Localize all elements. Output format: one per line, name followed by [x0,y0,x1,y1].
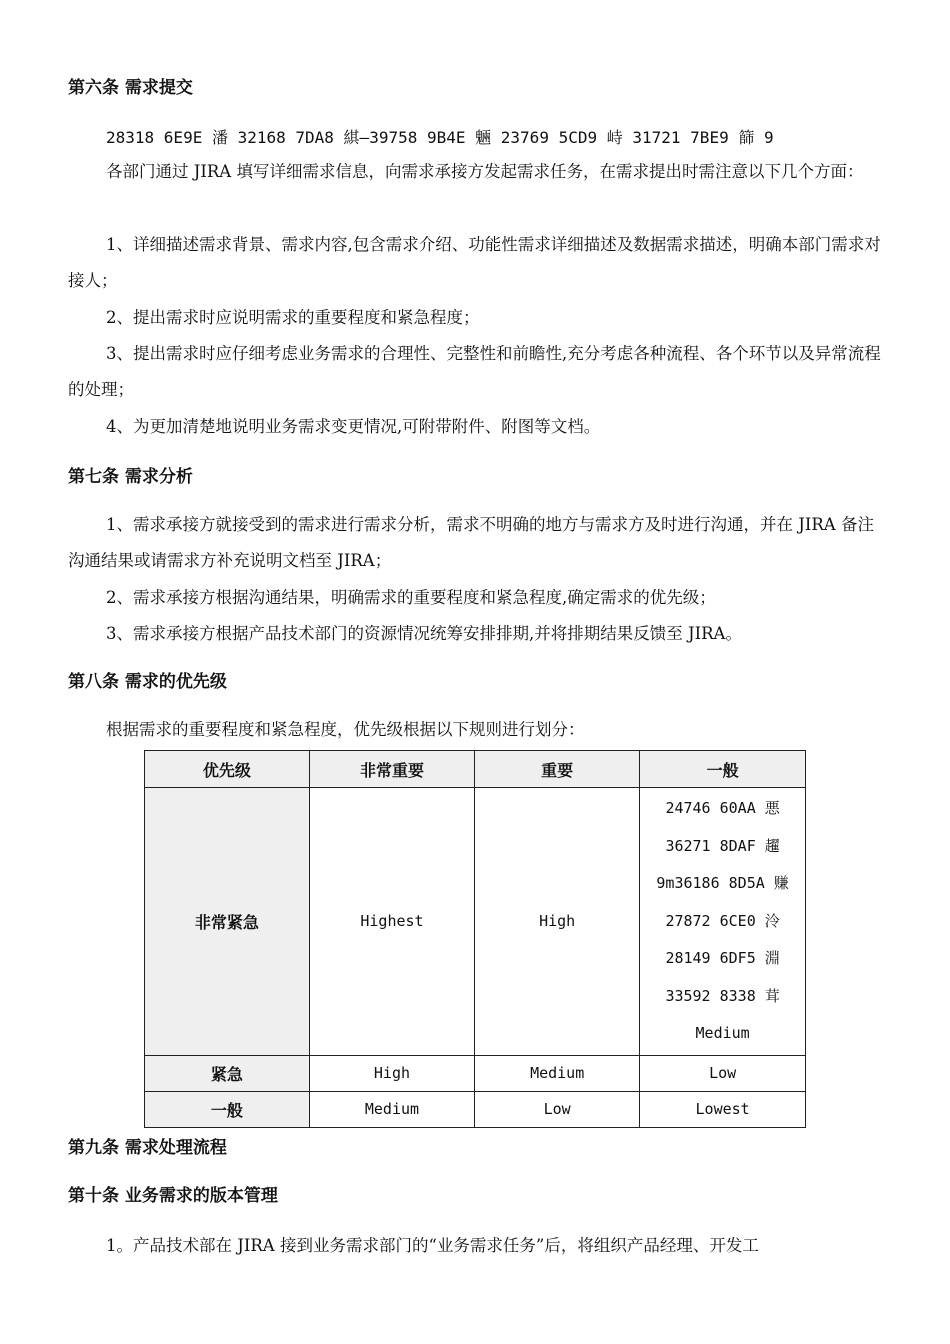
cell-line: 27872 6CE0 泠 [665,911,780,930]
section-6-heading: 第六条 需求提交 [68,78,193,98]
table-cell: High [309,1055,474,1091]
section-8-intro: 根据需求的重要程度和紧急程度，优先级根据以下规则进行划分： [106,720,585,739]
table-cell: Lowest [640,1091,806,1127]
table-row [145,1091,806,1127]
cell-line: 28149 6DF5 淵 [665,949,780,967]
table-header-very-important: 非常重要 [309,751,474,788]
table-cell-multiline [640,788,806,1056]
table-cell: High [475,788,640,1056]
row-label-very-urgent: 非常紧急 [145,788,310,1056]
section-6-item-4: 4、为更加清楚地说明业务需求变更情况,可附带附件、附图等文档。 [106,417,601,436]
cell-line: 33592 8338 茸 [665,986,780,1005]
section-10-item-1: 1。产品技术部在 JIRA 接到业务需求部门的“业务需求任务”后，将组织产品经理、开发工 [106,1236,759,1255]
section-7-item-1: 1、需求承接方就接受到的需求进行需求分析，需求不明确的地方与需求方及时进行沟通，并在 JIRA 备注沟通结果或请需求方补充说明文档至 JIRA； [68,515,874,570]
cell-line: Medium [695,1024,750,1042]
section-9-heading: 第九条 需求处理流程 [68,1138,227,1158]
cell-line: 24746 60AA 悪 [665,799,780,817]
cell-line: 9m36186 8D5A 赚 [656,874,789,892]
table-row [145,1055,806,1091]
table-cell: Low [475,1091,640,1127]
row-label-general: 一般 [145,1091,310,1127]
section-6-item-3: 3、提出需求时应仔细考虑业务需求的合理性、完整性和前瞻性,充分考虑各种流程、各个环节以及异常流程的处理； [68,344,881,399]
table-cell: Medium [309,1091,474,1127]
cell-line: 36271 8DAF 趯 [665,836,780,855]
table-header-general: 一般 [640,751,806,788]
table-row [145,788,806,1056]
section-6-intro: 各部门通过 JIRA 填写详细需求信息，向需求承接方发起需求任务，在需求提出时需注意以下几个方面： [106,162,864,181]
section-7-item-2: 2、需求承接方根据沟通结果，明确需求的重要程度和紧急程度,确定需求的优先级； [106,588,716,607]
table-cell: Medium [475,1055,640,1091]
table-header-priority: 优先级 [145,751,310,788]
priority-matrix-table [144,750,806,1128]
section-8-heading: 第八条 需求的优先级 [68,672,227,692]
section-10-heading: 第十条 业务需求的版本管理 [68,1186,278,1206]
row-label-urgent: 紧急 [145,1055,310,1091]
table-cell: Low [640,1055,806,1091]
table-cell: Highest [309,788,474,1056]
section-6-reference-line: 28318 6E9E 潘 32168 7DA8 綨—39758 9B4E 魎 23769 5CD9 峙 31721 7BE9 篩 9 [106,128,774,147]
section-6-item-2: 2、提出需求时应说明需求的重要程度和紧急程度； [106,308,480,327]
table-header-row [145,751,806,788]
section-7-item-3: 3、需求承接方根据产品技术部门的资源情况统筹安排排期,并将排期结果反馈至 JIRA。 [106,624,742,643]
table-header-important: 重要 [475,751,640,788]
section-7-heading: 第七条 需求分析 [68,467,193,487]
section-6-item-1: 1、详细描述需求背景、需求内容,包含需求介绍、功能性需求详细描述及数据需求描述，明确本部门需求对接人； [68,235,881,290]
